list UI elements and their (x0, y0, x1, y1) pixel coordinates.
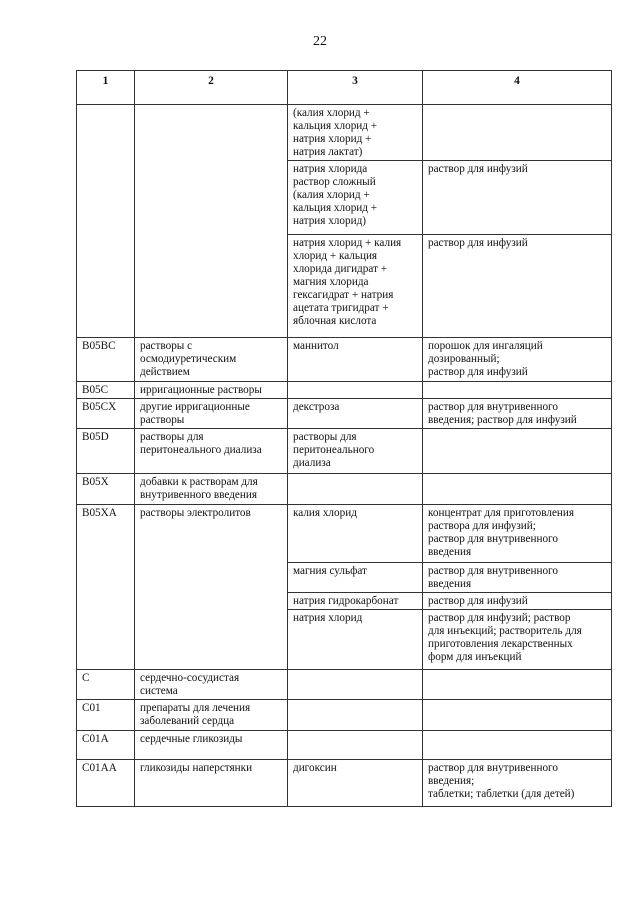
group-name-text: растворы для перитонеального диализа (140, 431, 262, 456)
drug-name-cell (288, 161, 423, 235)
drug-name-text: декстроза (293, 401, 340, 413)
drug-name-text: растворы для перитонеального диализа (293, 431, 375, 469)
table-row (77, 760, 612, 807)
atc-code-text: B05BC (82, 340, 116, 352)
drug-name-cell (288, 563, 423, 593)
group-name-text: гликозиды наперстянки (140, 762, 253, 774)
drug-name-cell (288, 505, 423, 563)
atc-code-cell (77, 731, 135, 760)
drug-name-text: маннитол (293, 340, 339, 352)
atc-code-text: C01 (82, 702, 101, 714)
atc-code-text: B05XA (82, 507, 117, 519)
dosage-form-cell (423, 563, 612, 593)
group-name-cell (135, 105, 288, 338)
atc-code-text: C01AA (82, 762, 117, 774)
atc-code-text: B05X (82, 476, 109, 488)
group-name-text: сердечные гликозиды (140, 733, 243, 745)
drug-name-cell (288, 105, 423, 161)
dosage-form-text: раствор для инфузий (428, 595, 528, 607)
group-name-text: ирригационные растворы (140, 384, 262, 396)
table-row (77, 338, 612, 382)
atc-code-cell (77, 429, 135, 474)
dosage-form-text: раствор для инфузий (428, 163, 528, 175)
drug-name-cell (288, 235, 423, 338)
dosage-form-cell (423, 105, 612, 161)
table-row (77, 105, 612, 161)
drug-name-cell (288, 399, 423, 429)
drug-name-cell (288, 700, 423, 731)
drug-name-cell (288, 731, 423, 760)
drug-name-text: магния сульфат (293, 565, 367, 577)
table-row (77, 700, 612, 731)
atc-code-cell (77, 338, 135, 382)
group-name-cell (135, 382, 288, 399)
group-name-cell (135, 731, 288, 760)
dosage-form-cell (423, 429, 612, 474)
dosage-form-cell (423, 382, 612, 399)
drug-name-text: натрия гидрокарбонат (293, 595, 399, 607)
drug-name-cell (288, 474, 423, 505)
drug-name-text: натрия хлорида раствор сложный (калия хлорид + кальция хлорид + натрия хлорид) (293, 163, 378, 227)
atc-code-cell (77, 382, 135, 399)
group-name-cell (135, 760, 288, 807)
group-name-cell (135, 474, 288, 505)
atc-code-cell (77, 670, 135, 700)
dosage-form-cell (423, 338, 612, 382)
dosage-form-text: раствор для внутривенного введения (428, 565, 558, 590)
dosage-form-text: концентрат для приготовления раствора для инфузий; раствор для внутривенного введения (428, 507, 575, 558)
dosage-form-text: раствор для внутривенного введения; таблетки; таблетки (для детей) (428, 762, 575, 800)
dosage-form-cell (423, 610, 612, 670)
header-col-1: 1 (77, 71, 135, 105)
group-name-cell (135, 399, 288, 429)
drug-name-text: натрия хлорид + калия хлорид + кальция хлорида дигидрат + магния хлорида гексагидрат + натрия ацетата тригидрат + яблочная кислота (293, 237, 402, 327)
drug-name-cell (288, 760, 423, 807)
group-name-text: сердечно-сосудистая система (140, 672, 240, 697)
drug-name-cell (288, 670, 423, 700)
atc-code-text: B05C (82, 384, 109, 396)
table-row (77, 505, 612, 563)
group-name-cell (135, 505, 288, 670)
atc-code-text: C (82, 672, 90, 684)
table-row (77, 429, 612, 474)
group-name-cell (135, 670, 288, 700)
atc-code-cell (77, 474, 135, 505)
table-row (77, 399, 612, 429)
header-col-2: 2 (135, 71, 288, 105)
atc-code-cell (77, 760, 135, 807)
atc-code-cell (77, 700, 135, 731)
page-number: 22 (313, 34, 327, 49)
dosage-form-cell (423, 235, 612, 338)
dosage-form-cell (423, 505, 612, 563)
drug-name-text: натрия хлорид (293, 612, 363, 624)
dosage-form-text: порошок для ингаляций дозированный; раствор для инфузий (428, 340, 543, 378)
atc-code-cell (77, 505, 135, 670)
group-name-text: добавки к растворам для внутривенного введения (140, 476, 258, 501)
atc-code-text: B05CX (82, 401, 117, 413)
group-name-cell (135, 338, 288, 382)
group-name-text: растворы электролитов (140, 507, 251, 519)
dosage-form-cell (423, 161, 612, 235)
drug-name-cell (288, 429, 423, 474)
drug-name-cell (288, 593, 423, 610)
table-body (77, 105, 612, 807)
dosage-form-cell (423, 670, 612, 700)
dosage-form-cell (423, 760, 612, 807)
dosage-form-text: раствор для инфузий; раствор для инъекций; растворитель для приготовления лекарственных форм для инъекций (428, 612, 582, 663)
drug-name-cell (288, 338, 423, 382)
dosage-form-text: раствор для инфузий (428, 237, 528, 249)
group-name-text: препараты для лечения заболеваний сердца (140, 702, 251, 727)
drug-table (76, 70, 612, 807)
drug-name-text: калия хлорид (293, 507, 357, 519)
dosage-form-text: раствор для внутривенного введения; раствор для инфузий (428, 401, 577, 426)
drug-name-text: дигоксин (293, 762, 337, 774)
table-row (77, 474, 612, 505)
table-header-row (77, 71, 612, 105)
atc-code-text: C01A (82, 733, 109, 745)
header-col-3: 3 (288, 71, 423, 105)
dosage-form-cell (423, 700, 612, 731)
atc-code-cell (77, 399, 135, 429)
dosage-form-cell (423, 474, 612, 505)
group-name-cell (135, 429, 288, 474)
dosage-form-cell (423, 593, 612, 610)
atc-code-cell (77, 105, 135, 338)
table-row (77, 731, 612, 760)
dosage-form-cell (423, 399, 612, 429)
group-name-text: другие ирригационные растворы (140, 401, 250, 426)
table-row (77, 670, 612, 700)
drug-name-cell (288, 382, 423, 399)
table-row (77, 382, 612, 399)
atc-code-text: B05D (82, 431, 109, 443)
drug-name-cell (288, 610, 423, 670)
header-col-4: 4 (423, 71, 612, 105)
dosage-form-cell (423, 731, 612, 760)
group-name-text: растворы с осмодиуретическим действием (140, 340, 237, 378)
group-name-cell (135, 700, 288, 731)
drug-name-text: (калия хлорид + кальция хлорид + натрия хлорид + натрия лактат) (293, 107, 378, 158)
